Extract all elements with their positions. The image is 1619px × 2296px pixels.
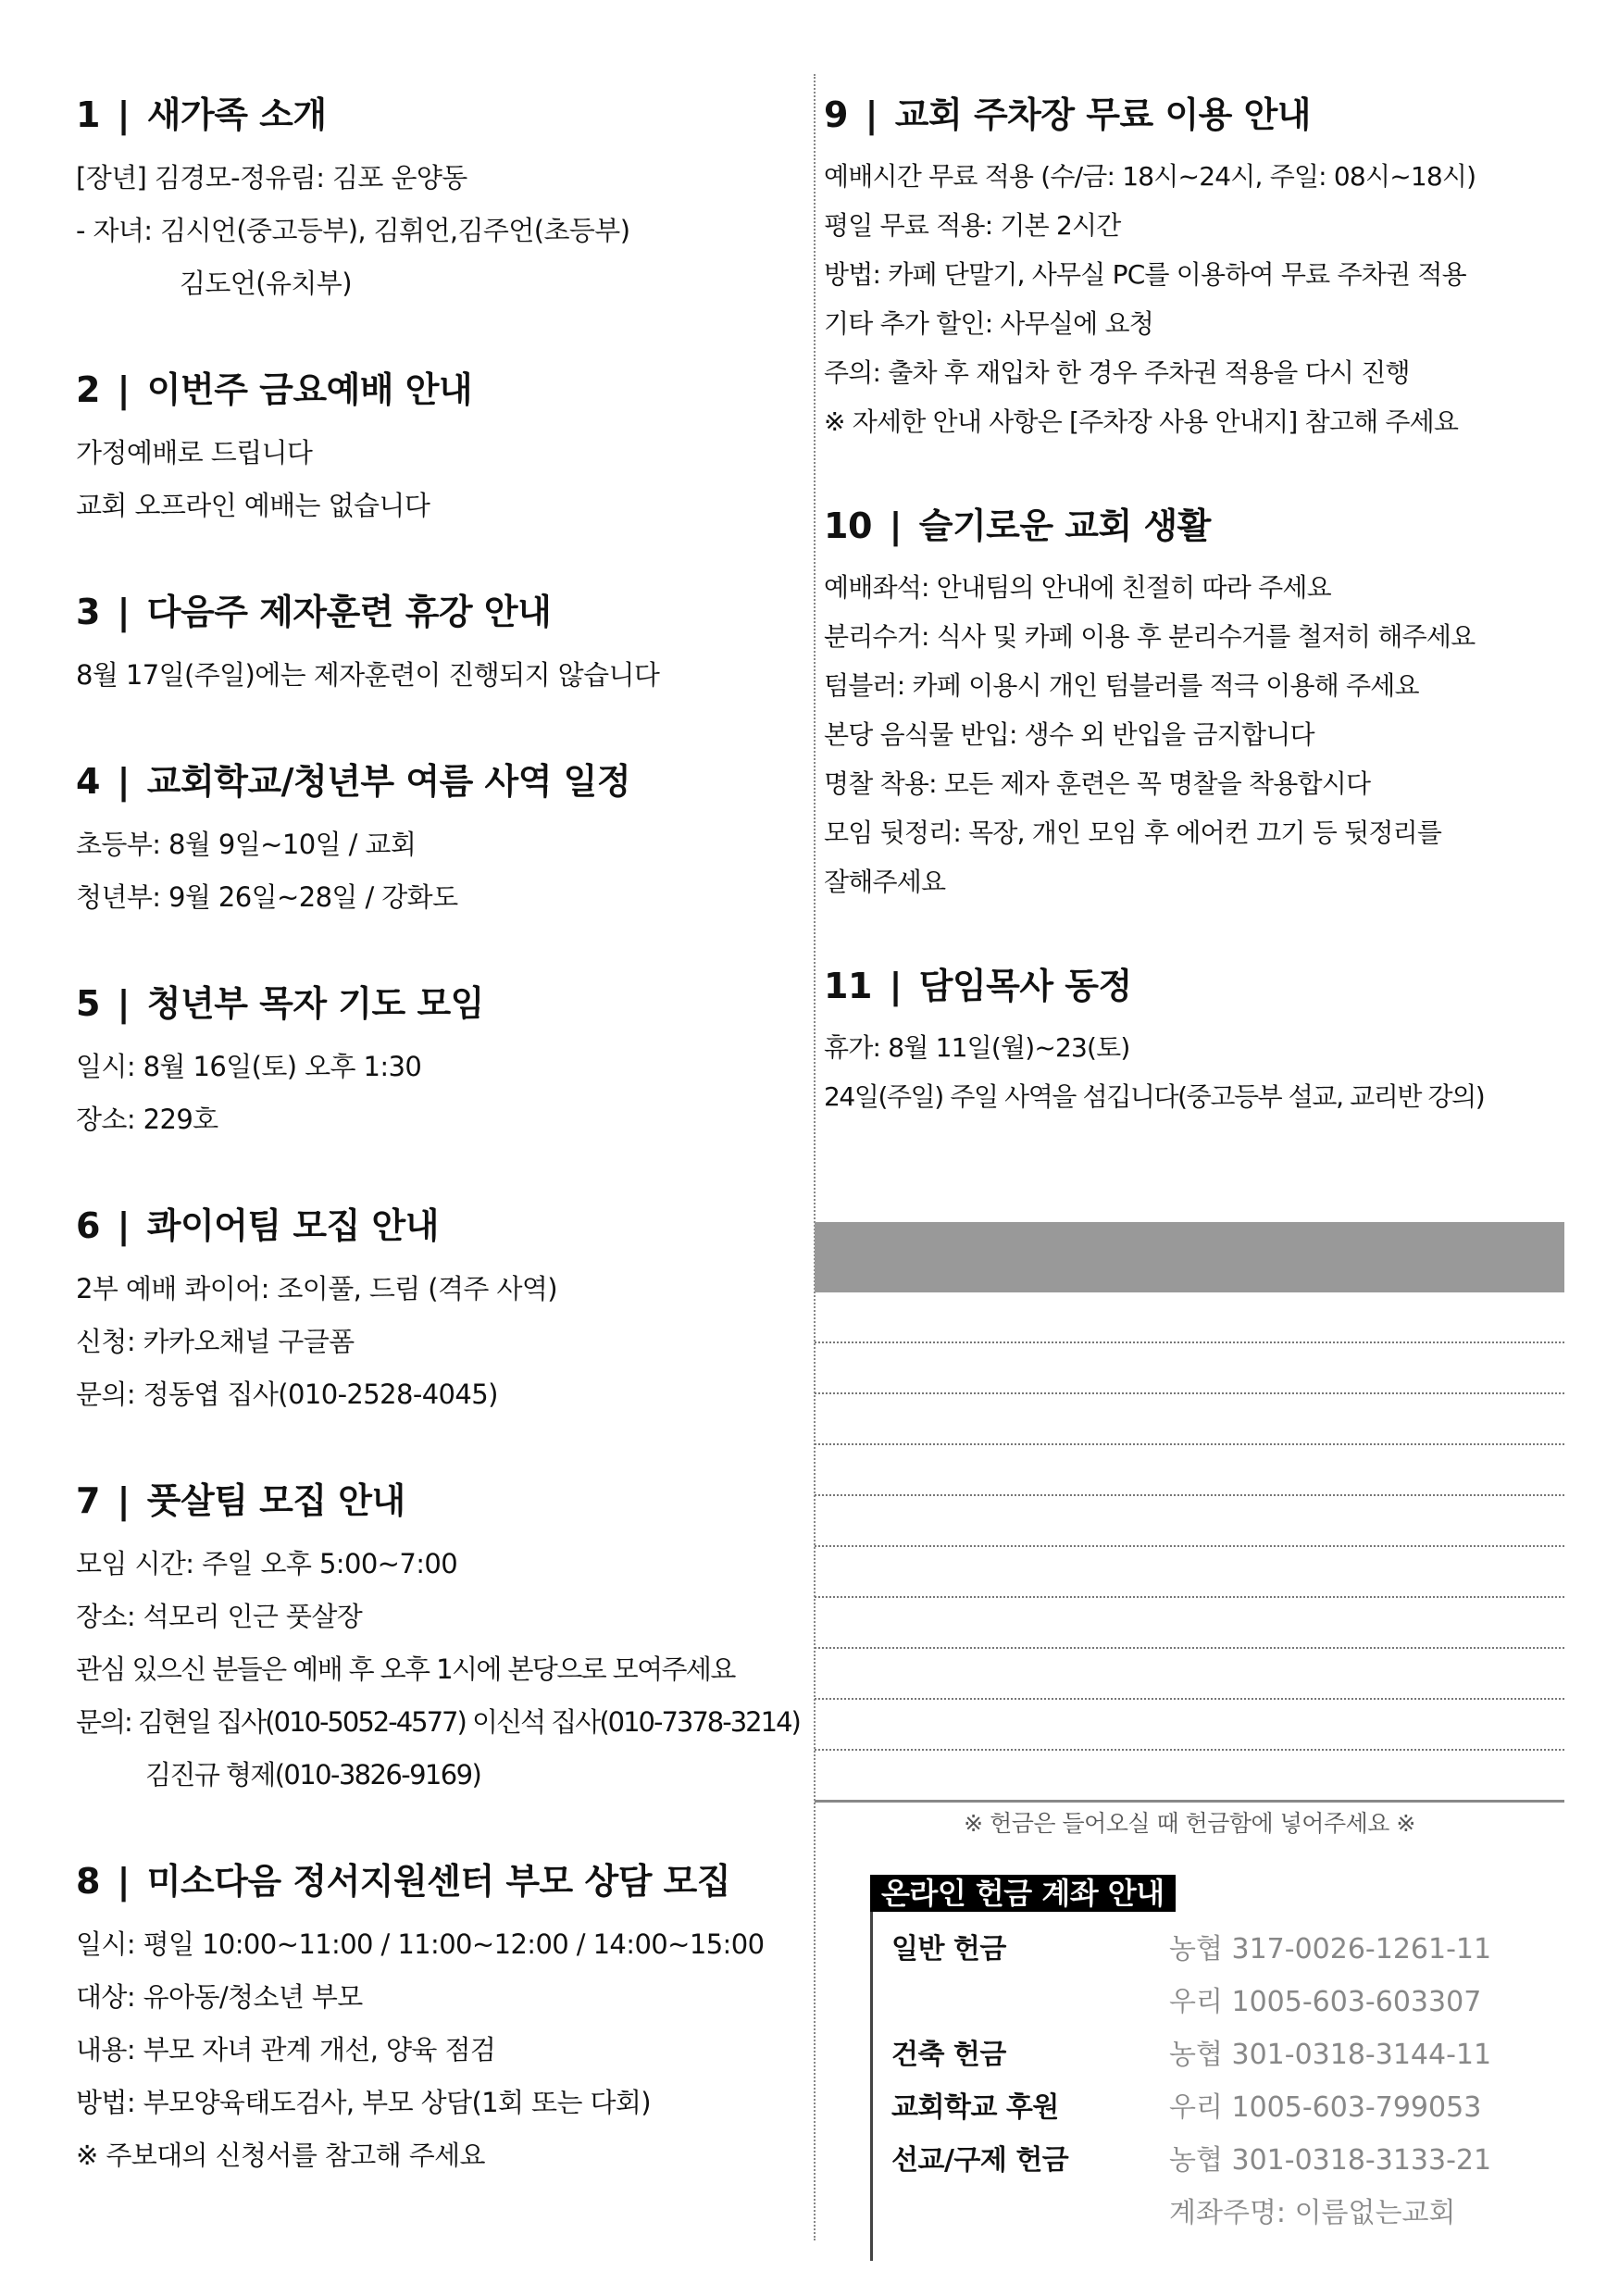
section-number: 11 [824, 966, 872, 1006]
account-holder: 계좌주명: 이름없는교회 [1169, 2197, 1456, 2229]
section-title-text: 다음주 제자훈련 휴강 안내 [146, 592, 552, 632]
text-line: 명찰 착용: 모든 제자 훈련은 꼭 명찰을 착용합시다 [824, 768, 1371, 799]
memo-line [815, 1547, 1564, 1598]
section-choir-recruit [76, 1204, 807, 1421]
text-line: 주의: 출차 후 재입차 한 경우 주차권 적용을 다시 진행 [824, 357, 1410, 388]
account-row [891, 1976, 1564, 2028]
memo-line [815, 1649, 1564, 1700]
section-number: 8 [76, 1861, 100, 1902]
section-youth-prayer [76, 981, 807, 1146]
section-training-break [76, 590, 807, 702]
section-title-text: 새가족 소개 [146, 94, 327, 135]
text-line: 신청: 카카오채널 구글폼 [76, 1326, 355, 1357]
account-number: 우리 1005-603-603307 [1169, 1986, 1482, 2018]
text-line: 예배좌석: 안내팀의 안내에 친절히 따라 주세요 [824, 572, 1331, 603]
section-title: 6 | 콰이어팀 모집 안내 [76, 1205, 439, 1246]
account-label: 일반 헌금 [891, 1933, 1006, 1965]
memo-line [815, 1700, 1564, 1751]
section-title-text: 미소다음 정서지원센터 부모 상담 모집 [146, 1861, 731, 1902]
account-label [891, 1976, 1169, 2028]
online-offering-accounts [870, 1875, 1564, 2261]
section-title-text: 이번주 금요예배 안내 [146, 369, 473, 410]
text-line: 김도언(유치부) [180, 268, 352, 299]
text-line: 8월 17일(주일)에는 제자훈련이 진행되지 않습니다 [76, 659, 660, 691]
section-title: 9 | 교회 주차장 무료 이용 안내 [824, 94, 1312, 135]
account-label: 건축 헌금 [891, 2039, 1006, 2071]
section-title-text: 담임목사 동정 [918, 966, 1132, 1006]
section-number: 1 [76, 94, 100, 135]
text-line: 일시: 평일 10:00~11:00 / 11:00~12:00 / 14:00~15:00 [76, 1928, 765, 1960]
account-row [891, 2028, 1564, 2081]
text-line: 청년부: 9월 26일~28일 / 강화도 [76, 881, 458, 913]
section-title-text: 콰이어팀 모집 안내 [146, 1205, 439, 1246]
section-title: 5 | 청년부 목자 기도 모임 [76, 983, 484, 1024]
text-line: 문의: 정동엽 집사(010-2528-4045) [76, 1379, 498, 1410]
section-number: 3 [76, 592, 100, 632]
section-title: 8 | 미소다음 정서지원센터 부모 상담 모집 [76, 1861, 731, 1902]
section-number: 10 [824, 505, 872, 546]
section-friday-worship [76, 368, 807, 532]
account-number: 농협 301-0318-3144-11 [1169, 2039, 1492, 2071]
text-line: 예배시간 무료 적용 (수/금: 18시~24시, 주일: 08시~18시) [824, 161, 1476, 192]
text-line: 문의: 김현일 집사(010-5052-4577) 이신석 집사(010-7378-3214) [76, 1706, 800, 1738]
account-row [891, 2134, 1564, 2187]
offering-note: ※ 헌금은 들어오실 때 헌금함에 넣어주세요 ※ [964, 1810, 1415, 1837]
section-number: 6 [76, 1205, 100, 1246]
text-line: 24일(주일) 주일 사역을 섬깁니다(중고등부 설교, 교리반 강의) [824, 1081, 1485, 1112]
text-line: 휴가: 8월 11일(월)~23(토) [824, 1032, 1130, 1063]
section-title: 10 | 슬기로운 교회 생활 [824, 505, 1211, 546]
account-number: 우리 1005-603-799053 [1169, 2091, 1482, 2124]
section-title-text: 슬기로운 교회 생활 [918, 505, 1211, 546]
section-title-text: 교회학교/청년부 여름 사역 일정 [146, 761, 631, 802]
accounts-frame [870, 1912, 1564, 2261]
memo-header-bar [815, 1222, 1564, 1292]
section-parking [824, 93, 1555, 446]
accounts-title: 온라인 헌금 계좌 안내 [870, 1875, 1176, 1912]
text-line: 분리수거: 식사 및 카페 이용 후 분리수거를 철저히 해주세요 [824, 621, 1476, 652]
text-line: 내용: 부모 자녀 관계 개선, 양육 점검 [76, 2034, 496, 2065]
text-line: ※ 주보대의 신청서를 참고해 주세요 [76, 2140, 485, 2171]
section-pastor-news [824, 964, 1555, 1121]
section-new-family [76, 93, 807, 310]
section-futsal-recruit [76, 1479, 807, 1802]
section-number: 9 [824, 94, 848, 135]
text-line: 일시: 8월 16일(토) 오후 1:30 [76, 1051, 422, 1082]
text-line: 대상: 유아동/청소년 부모 [76, 1981, 363, 2013]
account-row [891, 2081, 1564, 2134]
section-number: 7 [76, 1480, 100, 1521]
account-row [891, 2187, 1564, 2240]
text-line: 김진규 형제(010-3826-9169) [145, 1759, 481, 1791]
text-line: 평일 무료 적용: 기본 2시간 [824, 210, 1121, 241]
account-label: 교회학교 후원 [891, 2091, 1059, 2124]
text-line: [장년] 김경모-정유림: 김포 운양동 [76, 162, 467, 193]
section-summer-schedule [76, 759, 807, 924]
section-title: 7 | 풋살팀 모집 안내 [76, 1480, 405, 1521]
section-title-text: 교회 주차장 무료 이용 안내 [894, 94, 1312, 135]
text-line: 관심 있으신 분들은 예배 후 오후 1시에 본당으로 모여주세요 [76, 1653, 735, 1685]
memo-line [815, 1343, 1564, 1394]
text-line: 초등부: 8월 9일~10일 / 교회 [76, 829, 417, 860]
section-number: 4 [76, 761, 100, 802]
text-line: 장소: 229호 [76, 1104, 218, 1135]
section-title: 1 | 새가족 소개 [76, 94, 327, 135]
memo-line [815, 1751, 1564, 1803]
section-title: 11 | 담임목사 동정 [824, 966, 1132, 1006]
column-divider [814, 74, 816, 2240]
account-number: 농협 301-0318-3133-21 [1169, 2144, 1492, 2177]
section-parent-counsel [76, 1859, 807, 2182]
section-title: 4 | 교회학교/청년부 여름 사역 일정 [76, 761, 631, 802]
text-line: 가정예배로 드립니다 [76, 437, 313, 468]
memo-line [815, 1292, 1564, 1343]
text-line: 방법: 부모양육태도검사, 부모 상담(1회 또는 다회) [76, 2087, 652, 2118]
right-column [824, 93, 1555, 1179]
text-line: 기타 추가 할인: 사무실에 요청 [824, 308, 1154, 339]
section-church-life [824, 504, 1555, 906]
section-title: 3 | 다음주 제자훈련 휴강 안내 [76, 592, 552, 632]
account-number: 농협 317-0026-1261-11 [1169, 1933, 1492, 1965]
account-row [891, 1923, 1564, 1976]
section-number: 2 [76, 369, 100, 410]
text-line: 모임 뒷정리: 목장, 개인 모임 후 에어컨 끄기 등 뒷정리를 [824, 817, 1442, 848]
account-label [891, 2187, 1169, 2240]
left-column [76, 93, 807, 2240]
text-line: 본당 음식물 반입: 생수 외 반입을 금지합니다 [824, 719, 1314, 750]
account-label: 선교/구제 헌금 [891, 2144, 1069, 2177]
memo-box [815, 1222, 1564, 1803]
text-line: 방법: 카페 단말기, 사무실 PC를 이용하여 무료 주차권 적용 [824, 259, 1466, 290]
section-title-text: 청년부 목자 기도 모임 [146, 983, 484, 1024]
memo-line [815, 1445, 1564, 1496]
text-line: 장소: 석모리 인근 풋살장 [76, 1601, 363, 1632]
section-title: 2 | 이번주 금요예배 안내 [76, 369, 473, 410]
text-line: 텀블러: 카페 이용시 개인 텀블러를 적극 이용해 주세요 [824, 670, 1419, 701]
text-line: - 자녀: 김시언(중고등부), 김휘언,김주언(초등부) [76, 215, 630, 246]
memo-line [815, 1598, 1564, 1649]
memo-line [815, 1496, 1564, 1547]
text-line: 교회 오프라인 예배는 없습니다 [76, 490, 430, 521]
text-line: 2부 예배 콰이어: 조이풀, 드림 (격주 사역) [76, 1273, 557, 1304]
text-line: 잘해주세요 [824, 867, 946, 897]
section-title-text: 풋살팀 모집 안내 [146, 1480, 405, 1521]
section-number: 5 [76, 983, 100, 1024]
text-line: 모임 시간: 주일 오후 5:00~7:00 [76, 1548, 458, 1579]
text-line: ※ 자세한 안내 사항은 [주차장 사용 안내지] 참고해 주세요 [824, 406, 1459, 437]
memo-line [815, 1394, 1564, 1445]
